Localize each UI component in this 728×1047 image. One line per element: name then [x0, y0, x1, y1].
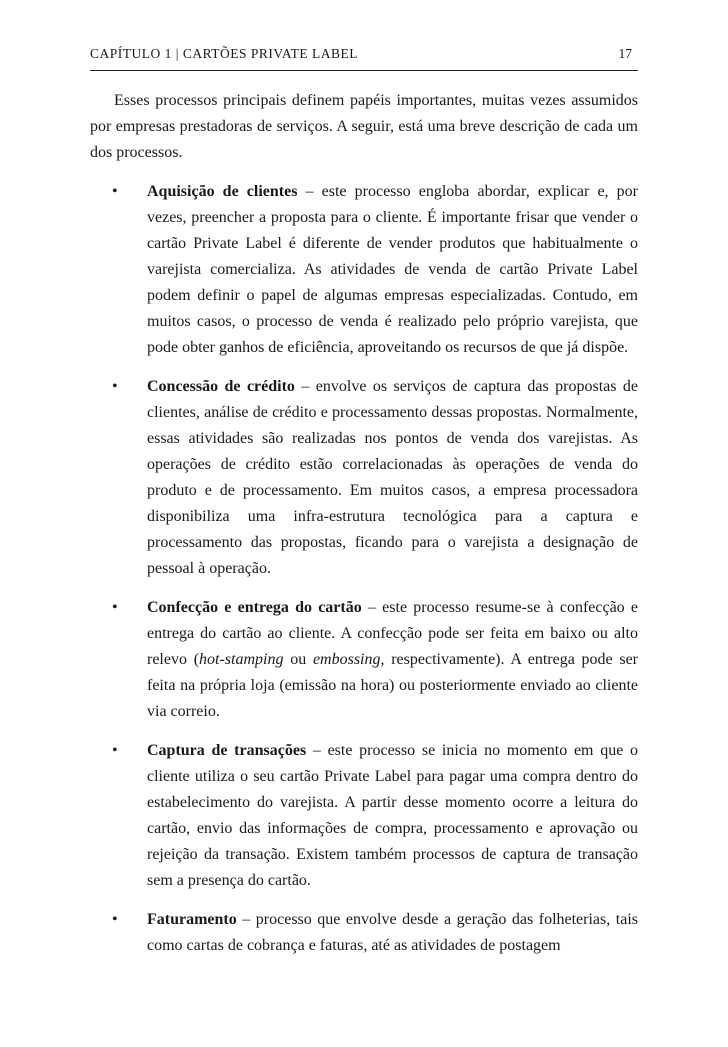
- item-text: – processo que envolve desde a geração das folheterias, tais como cartas de cobrança e faturas, até as atividades de postagem: [147, 911, 638, 954]
- bullet-icon: •: [112, 911, 118, 928]
- item-term: Confecção e entrega do cartão: [147, 599, 362, 616]
- page-body: [90, 88, 638, 972]
- list-item: [90, 179, 638, 361]
- bullet-icon: •: [112, 742, 118, 759]
- item-term: Aquisição de clientes: [147, 183, 298, 200]
- bullet-icon: •: [112, 378, 118, 395]
- list-item: [90, 738, 638, 894]
- running-title: CAPÍTULO 1 | CARTÕES PRIVATE LABEL: [90, 46, 359, 61]
- item-text: – este processo resume-se à confecção e entrega do cartão ao cliente. A confecção pode ser feita em baixo ou alto relevo (: [147, 599, 639, 668]
- page-number: 17: [618, 46, 632, 61]
- item-text: – este processo se inicia no momento em que o cliente utiliza o seu cartão Private Label para pagar uma compra dentro do estabelecimento do varejista. A partir desse momento ocorre a leitura do cartão, envio das informações de compra, processamento e aprovação ou rejeição da transação. Existem também processos de captura de transação sem a presença do cartão.: [147, 742, 639, 889]
- bullet-icon: •: [112, 599, 118, 616]
- item-text: , respectivamente). A entrega pode ser feita na própria loja (emissão na hora) ou posteriormente enviado ao cliente via correio.: [147, 651, 639, 720]
- item-text: – envolve os serviços de captura das propostas de clientes, análise de crédito e processamento dessas propostas. Normalmente, essas atividades são realizadas nos pontos de venda dos varejistas. As operações de crédito estão correlacionadas às operações de venda do produto e de processamento. Em muitos casos, a empresa processadora disponibiliza uma infra-estrutura tecnológica para a captura e processamento das propostas, ficando para o varejista a designação de pessoal à operação.: [147, 378, 638, 577]
- process-list: [90, 179, 638, 959]
- list-item: [90, 374, 638, 582]
- bullet-icon: •: [112, 183, 118, 200]
- item-term: Faturamento: [147, 911, 237, 928]
- intro-paragraph: Esses processos principais definem papéis importantes, muitas vezes assumidos por empresas prestadoras de serviços. A seguir, está uma breve descrição de cada um dos processos.: [90, 92, 638, 161]
- item-emphasis: hot-stamping: [199, 651, 284, 668]
- page-header: [90, 42, 638, 71]
- list-item: [90, 907, 638, 959]
- item-emphasis: embossing: [312, 651, 381, 668]
- list-item: [90, 595, 638, 725]
- item-text: – este processo engloba abordar, explicar e, por vezes, preencher a proposta para o cliente. É importante frisar que vender o cartão Private Label é diferente de vender produtos que habitualmente o varejista comercializa. As atividades de venda de cartão Private Label podem definir o papel de algumas empresas especializadas. Contudo, em muitos casos, o processo de venda é realizado pelo próprio varejista, que pode obter ganhos de eficiência, aproveitando os recursos de que já dispõe.: [147, 183, 638, 356]
- item-term: Captura de transações: [147, 742, 307, 759]
- item-text: ou: [283, 651, 313, 668]
- item-term: Concessão de crédito: [147, 378, 295, 395]
